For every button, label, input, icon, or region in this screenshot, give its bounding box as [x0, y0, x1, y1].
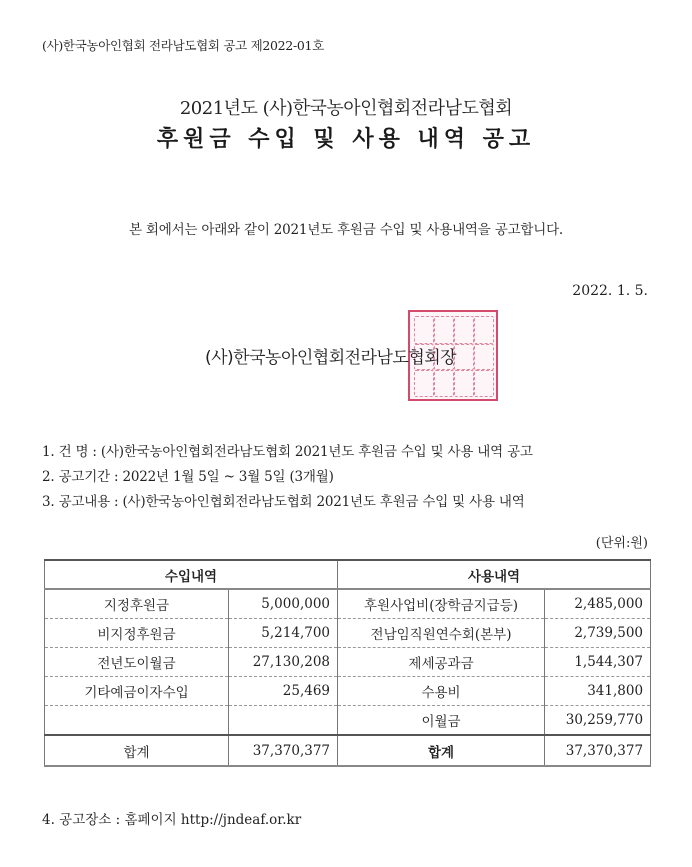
intro-paragraph: 본 회에서는 아래와 같이 2021년도 후원금 수입 및 사용내역을 공고합니다.: [128, 222, 564, 238]
document-title-line1: 2021년도 (사)한국농아인협회전라남도협회: [179, 98, 513, 119]
table-header-row: [45, 560, 651, 589]
expense-label: 전남임직원연수회(본부): [338, 619, 545, 648]
table-total-row: [45, 735, 651, 766]
notice-place: 4. 공고장소 : 홈페이지 http://jndeaf.or.kr: [42, 812, 302, 828]
expense-label: 후원사업비(장학금지급등): [338, 589, 545, 619]
issue-date: 2022. 1. 5.: [572, 283, 648, 299]
income-label: 기타예금이자수입: [45, 677, 229, 706]
signer-name: (사)한국농아인협회전라남도협회장: [205, 348, 457, 368]
income-label: 비지정후원금: [45, 619, 229, 648]
item-notice-content: 3. 공고내용 : (사)한국농아인협회전라남도협회 2021년도 후원금 수입 및 사용 내역: [42, 494, 525, 510]
item-notice-period: 2. 공고기간 : 2022년 1월 5일 ~ 3월 5일 (3개월): [42, 469, 334, 485]
table-row: [45, 706, 651, 736]
income-amount: 5,000,000: [229, 589, 338, 619]
expense-amount: 30,259,770: [545, 706, 651, 736]
table-row: [45, 589, 651, 619]
income-amount: 25,469: [229, 677, 338, 706]
income-label: [45, 706, 229, 736]
expense-amount: 1,544,307: [545, 648, 651, 677]
expense-total-amount: 37,370,377: [545, 735, 651, 766]
table-row: [45, 619, 651, 648]
income-amount: [229, 706, 338, 736]
expense-label: 이월금: [338, 706, 545, 736]
income-total-label: 합계: [45, 735, 229, 766]
expense-amount: 341,800: [545, 677, 651, 706]
expense-label: 수용비: [338, 677, 545, 706]
notice-reference-number: (사)한국농아인협회 전라남도협회 공고 제2022-01호: [42, 38, 324, 53]
table-row: [45, 648, 651, 677]
income-total-amount: 37,370,377: [229, 735, 338, 766]
income-label: 전년도이월금: [45, 648, 229, 677]
item-case-name: 1. 건 명 : (사)한국농아인협회전라남도협회 2021년도 후원금 수입 및 사용 내역 공고: [42, 444, 533, 460]
document-title-line2: 후원금 수입 및 사용 내역 공고: [156, 127, 536, 152]
income-expense-table: [44, 559, 651, 767]
expense-label: 제세공과금: [338, 648, 545, 677]
expense-total-label: 합계: [338, 735, 545, 766]
expense-amount: 2,739,500: [545, 619, 651, 648]
expense-amount: 2,485,000: [545, 589, 651, 619]
income-amount: 27,130,208: [229, 648, 338, 677]
income-amount: 5,214,700: [229, 619, 338, 648]
table-row: [45, 677, 651, 706]
income-label: 지정후원금: [45, 589, 229, 619]
income-header: 수입내역: [45, 560, 338, 589]
unit-label: (단위:원): [595, 536, 648, 551]
expense-header: 사용내역: [338, 560, 651, 589]
